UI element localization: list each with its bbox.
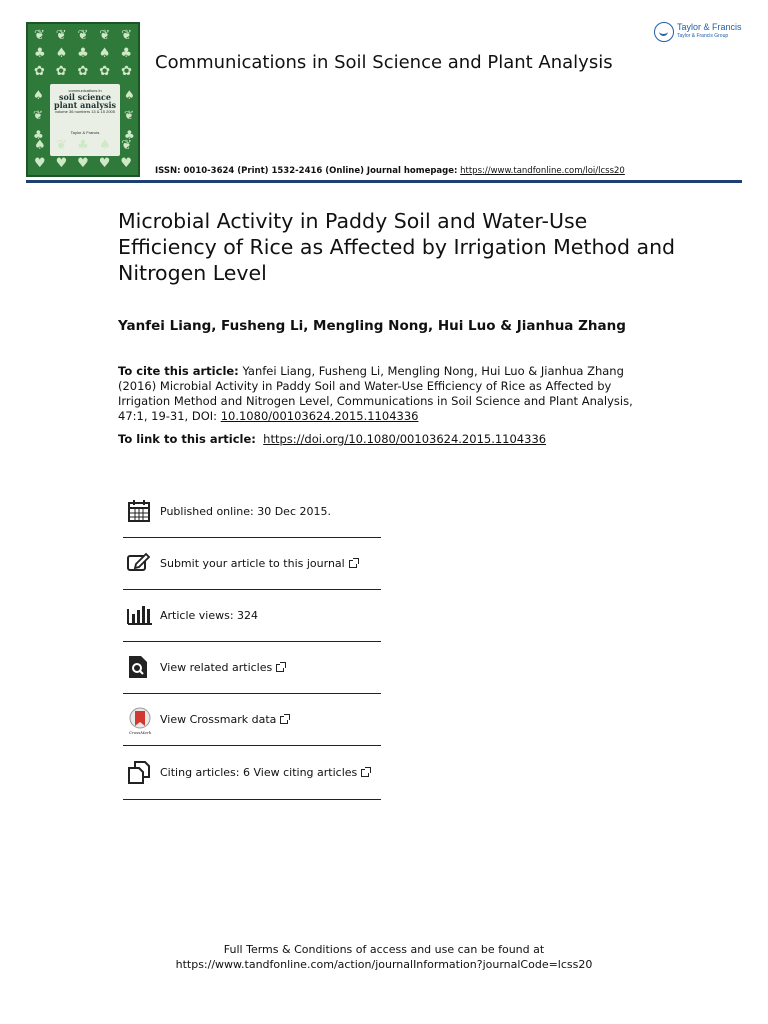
citing-articles-item[interactable] xyxy=(123,746,381,800)
published-online-text: Published online: 30 Dec 2015. xyxy=(160,505,331,518)
calendar-icon xyxy=(127,499,155,525)
cover-leaf: ❦ xyxy=(124,108,135,122)
search-document-icon xyxy=(127,655,155,681)
cover-publisher: Taylor & Francis xyxy=(70,130,100,135)
cover-leaf-row: ♣ ♠ ♣ ♠ ♣ xyxy=(34,46,132,61)
footer xyxy=(0,942,768,972)
cover-leaf-row: ✿ ✿ ✿ ✿ ✿ xyxy=(34,64,132,79)
external-link-icon xyxy=(280,716,288,724)
crossmark-text[interactable]: View Crossmark data xyxy=(160,713,277,726)
cover-journal-small: communications in xyxy=(68,88,102,93)
submit-article-text[interactable]: Submit your article to this journal xyxy=(160,557,345,570)
citing-articles-text[interactable]: Citing articles: 6 View citing articles xyxy=(160,766,358,779)
publisher-group: Taylor & Francis Group xyxy=(677,33,729,39)
published-online-item xyxy=(123,486,381,538)
related-articles-text[interactable]: View related articles xyxy=(160,661,273,674)
external-link-icon xyxy=(276,664,284,672)
footer-terms-link[interactable]: https://www.tandfonline.com/action/journalInformation?journalCode=lcss20 xyxy=(175,958,593,971)
cover-journal-big-1: soil science xyxy=(59,92,111,102)
journal-cover-image xyxy=(26,22,140,177)
article-title: Microbial Activity in Paddy Soil and Water-Use Efficiency of Rice as Affected by Irrigation Method and Nitrogen Level xyxy=(118,209,676,285)
cover-leaf: ♣ xyxy=(33,128,44,142)
journal-title: Communications in Soil Science and Plant Analysis xyxy=(155,52,613,73)
taylor-francis-logo-icon xyxy=(654,22,674,42)
cover-leaf-row: ❦ ❦ ❦ ❦ ❦ xyxy=(34,28,132,43)
external-link-icon xyxy=(349,560,357,568)
cover-leaf: ♠ xyxy=(124,88,135,102)
cover-volume: volume 36 numbers 13 & 15 2005 xyxy=(54,109,116,114)
crossmark-item[interactable] xyxy=(123,694,381,746)
edit-icon xyxy=(127,551,155,577)
crossmark-logo-text: CrossMark xyxy=(128,729,152,735)
issn-label: ISSN: 0010-3624 (Print) 1532-2416 (Online) Journal homepage: xyxy=(155,166,458,176)
article-info-list xyxy=(123,486,381,800)
cover-leaf: ♣ xyxy=(124,128,135,142)
citation-icon xyxy=(127,760,155,786)
cover-leaf-row: ♠ ❦ ♣ ♠ ❦ xyxy=(34,138,132,153)
bar-chart-icon xyxy=(127,603,155,629)
publisher-name: Taylor & Francis xyxy=(677,22,742,32)
article-doi-link[interactable]: https://doi.org/10.1080/00103624.2015.1104336 xyxy=(263,432,547,446)
cite-text: Yanfei Liang, Fusheng Li, Mengling Nong, Hui Luo & Jianhua Zhang (2016) Microbial Activity in Paddy Soil and Water-Use Efficiency of Rice as Affected by Irrigation Method and Nitrogen Level, Communications in Soil Science and Plant Analysis, 47:1, 19-31, DOI: xyxy=(118,364,633,423)
article-views-item xyxy=(123,590,381,642)
link-label: To link to this article: xyxy=(118,432,256,446)
submit-article-item[interactable] xyxy=(123,538,381,590)
cite-label: To cite this article: xyxy=(118,364,239,378)
external-link-icon xyxy=(361,769,369,777)
article-authors: Yanfei Liang, Fusheng Li, Mengling Nong, Hui Luo & Jianhua Zhang xyxy=(118,318,626,334)
journal-homepage-link[interactable]: https://www.tandfonline.com/loi/lcss20 xyxy=(460,166,625,176)
article-views-text: Article views: 324 xyxy=(160,609,259,622)
issn-line xyxy=(155,166,625,176)
cover-leaf-row: ♥ ♥ ♥ ♥ ♥ xyxy=(34,156,132,171)
footer-line-1: Full Terms & Conditions of access and use can be found at xyxy=(223,943,545,956)
publisher-logo xyxy=(654,22,742,42)
citation-block xyxy=(118,364,648,424)
cover-leaf: ♠ xyxy=(33,88,44,102)
header-divider xyxy=(26,180,742,183)
article-link-block xyxy=(118,432,546,446)
cover-journal-big-2: plant analysis xyxy=(53,100,117,110)
cite-doi-link[interactable]: 10.1080/00103624.2015.1104336 xyxy=(220,409,419,423)
related-articles-item[interactable] xyxy=(123,642,381,694)
cover-leaf: ❦ xyxy=(33,108,44,122)
crossmark-icon xyxy=(127,707,155,733)
